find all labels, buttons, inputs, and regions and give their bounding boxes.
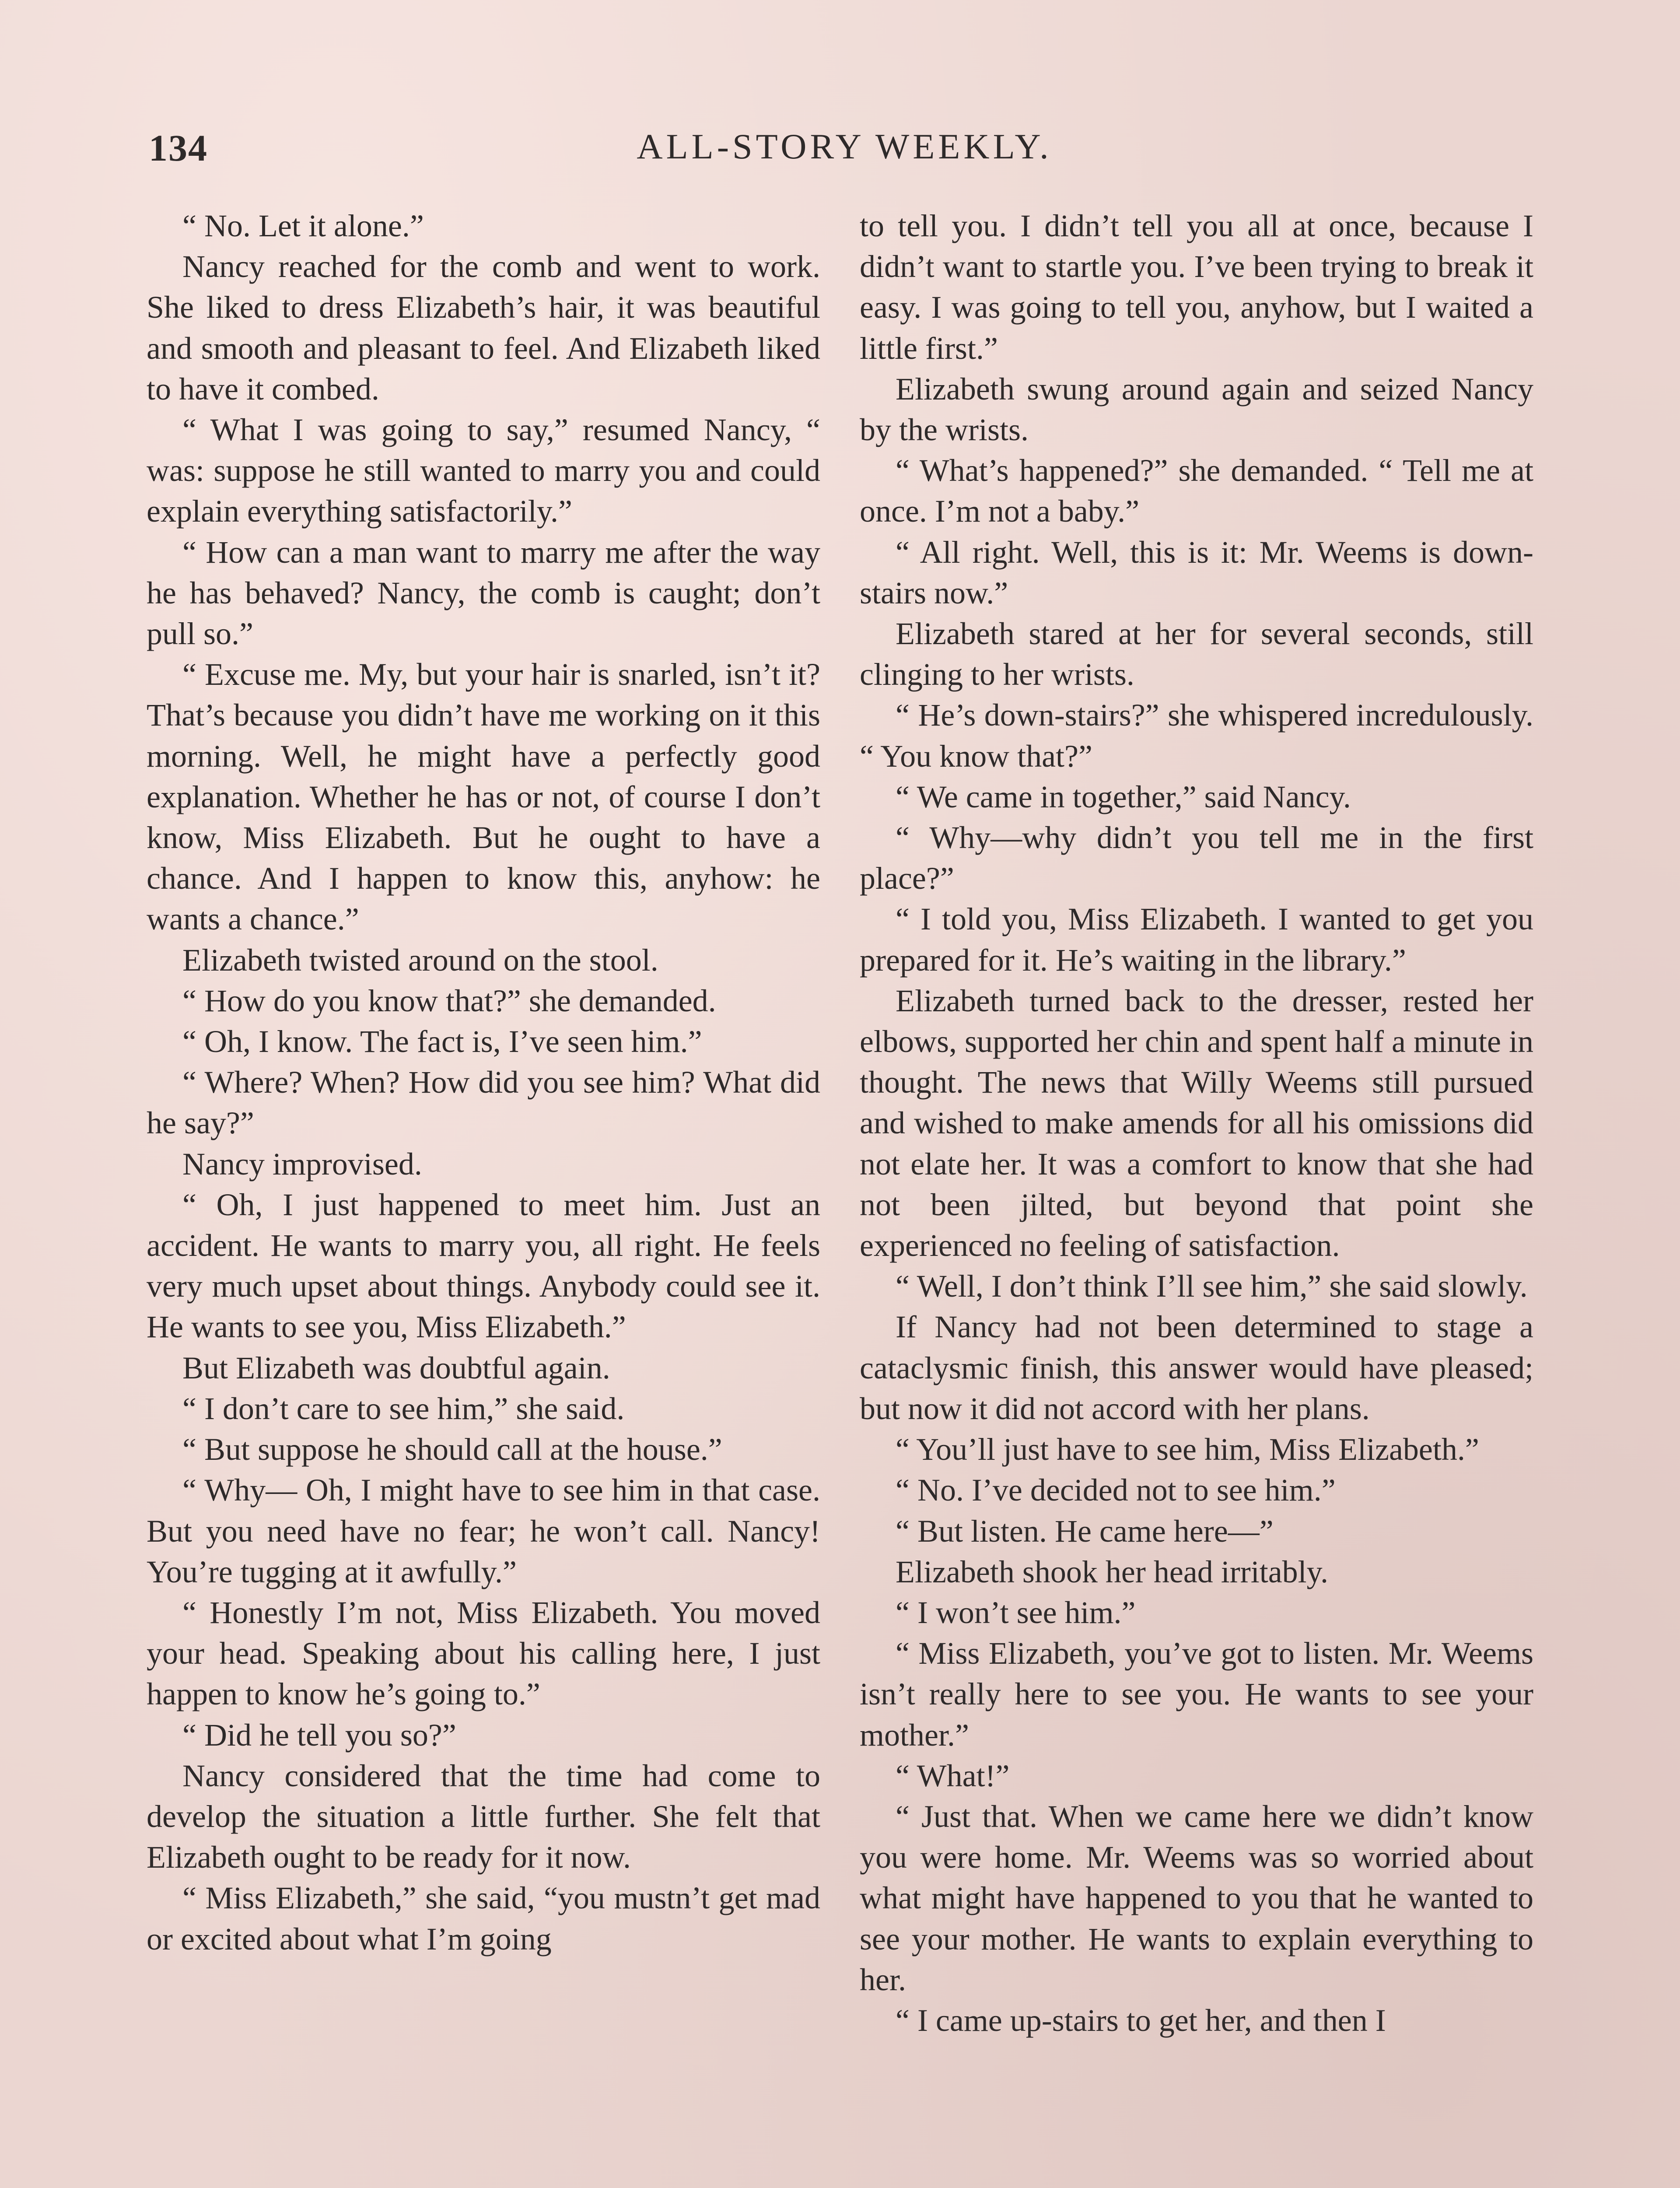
paragraph: “ Oh, I know. The fact is, I’ve seen him.” <box>182 1024 702 1059</box>
paragraph: “ Just that. When we came here we didn’t know you were home. Mr. Weems was so worried about what might have happened to you that he wanted to see your mother. He wants to explain everything to her. <box>860 1799 1533 1997</box>
paragraph: “ Well, I don’t think I’ll see him,” she said slowly. <box>896 1269 1528 1304</box>
paragraph: “ How do you know that?” she demanded. <box>182 983 716 1018</box>
paragraph: Elizabeth stared at her for several seconds, still clinging to her wrists. <box>860 616 1533 692</box>
paragraph: “ I told you, Miss Elizabeth. I wanted to get you prepared for it. He’s waiting in the library.” <box>860 901 1533 978</box>
paragraph: “ But suppose he should call at the house.” <box>182 1432 722 1467</box>
paragraph: “ No. Let it alone.” <box>182 208 424 243</box>
paragraph: “ Did he tell you so?” <box>182 1717 456 1753</box>
paragraph: Elizabeth shook her head irritably. <box>896 1554 1328 1589</box>
paragraph: Nancy improvised. <box>182 1146 422 1182</box>
paragraph: “ I came up-stairs to get her, and then I <box>896 2002 1386 2038</box>
paragraph: If Nancy had not been determined to stage a cataclysmic finish, this answer would have pleased; but now it did not accord with her plans. <box>860 1309 1533 1426</box>
paragraph: Nancy considered that the time had come to develop the situation a little further. She felt that Elizabeth ought to be ready for it now. <box>147 1758 820 1875</box>
page-header <box>149 126 1540 183</box>
left-column <box>147 206 820 1960</box>
paragraph: “ I won’t see him.” <box>896 1595 1136 1630</box>
paragraph: “ No. I’ve decided not to see him.” <box>896 1473 1336 1508</box>
page-number: 134 <box>149 127 208 169</box>
paragraph: “ What I was going to say,” resumed Nancy, “ was: suppose he still wanted to marry you and could explain everything satisfactorily.” <box>147 412 820 529</box>
paragraph: “ Why—why didn’t you tell me in the first place?” <box>860 820 1533 896</box>
paragraph: “ Excuse me. My, but your hair is snarled, isn’t it? That’s because you didn’t have me working on it this morning. Well, he might have a perfectly good explanation. Whether he has or not, of course I don’t know, Miss Elizabeth. But he ought to have a chance. And I happen to know this, anyhow: he wants a chance.” <box>147 657 820 937</box>
paragraph: “ What!” <box>896 1758 1010 1793</box>
paragraph: “ We came in together,” said Nancy. <box>896 779 1351 814</box>
paragraph: “ How can a man want to marry me after the way he has behaved? Nancy, the comb is caught; don’t pull so.” <box>147 534 820 652</box>
running-head: ALL-STORY WEEKLY. <box>637 126 1052 166</box>
paragraph: “ Miss Elizabeth, you’ve got to listen. Mr. Weems isn’t really here to see you. He wants to see your mother.” <box>860 1636 1533 1753</box>
paragraph: “ I don’t care to see him,” she said. <box>182 1391 625 1426</box>
paragraph: “ Why— Oh, I might have to see him in that case. But you need have no fear; he won’t call. Nancy! You’re tugging at it awfully.” <box>147 1473 820 1589</box>
paragraph: “ What’s happened?” she demanded. “ Tell me at once. I’m not a baby.” <box>860 453 1533 529</box>
paragraph: But Elizabeth was doubtful again. <box>182 1350 610 1385</box>
paragraph-continued: to tell you. I didn’t tell you all at once, because I didn’t want to startle you. I’ve been trying to break it easy. I was going to tell you, anyhow, but I waited a little first.” <box>860 208 1533 366</box>
right-column <box>860 206 1533 2041</box>
paragraph: “ Oh, I just happened to meet him. Just an accident. He wants to marry you, all right. He feels very much upset about things. Anybody could see it. He wants to see you, Miss Elizabeth.” <box>147 1187 820 1345</box>
paragraph: “ You’ll just have to see him, Miss Elizabeth.” <box>896 1432 1479 1467</box>
paragraph: “ But listen. He came here—” <box>896 1513 1274 1549</box>
paragraph: “ Miss Elizabeth,” she said, “you mustn’t get mad or excited about what I’m going <box>147 1880 820 1957</box>
paragraph: “ Where? When? How did you see him? What did he say?” <box>147 1065 820 1141</box>
paragraph: Nancy reached for the comb and went to work. She liked to dress Elizabeth’s hair, it was beautiful and smooth and pleasant to feel. And Elizabeth liked to have it combed. <box>147 249 820 407</box>
paragraph: “ All right. Well, this is it: Mr. Weems is down-stairs now.” <box>860 534 1533 610</box>
paragraph: Elizabeth turned back to the dresser, rested her elbows, supported her chin and spent half a minute in thought. The news that Willy Weems still pursued and wished to make amends for all his omissions did not elate her. It was a comfort to know that she had not been jilted, but beyond that point she experienced no feeling of satisfaction. <box>860 983 1533 1263</box>
paragraph: Elizabeth twisted around on the stool. <box>182 942 658 978</box>
paragraph: Elizabeth swung around again and seized Nancy by the wrists. <box>860 371 1533 448</box>
paragraph: “ Honestly I’m not, Miss Elizabeth. You moved your head. Speaking about his calling here, I just happen to know he’s going to.” <box>147 1595 820 1712</box>
paragraph: “ He’s down-stairs?” she whispered incredulously. “ You know that?” <box>860 698 1533 774</box>
